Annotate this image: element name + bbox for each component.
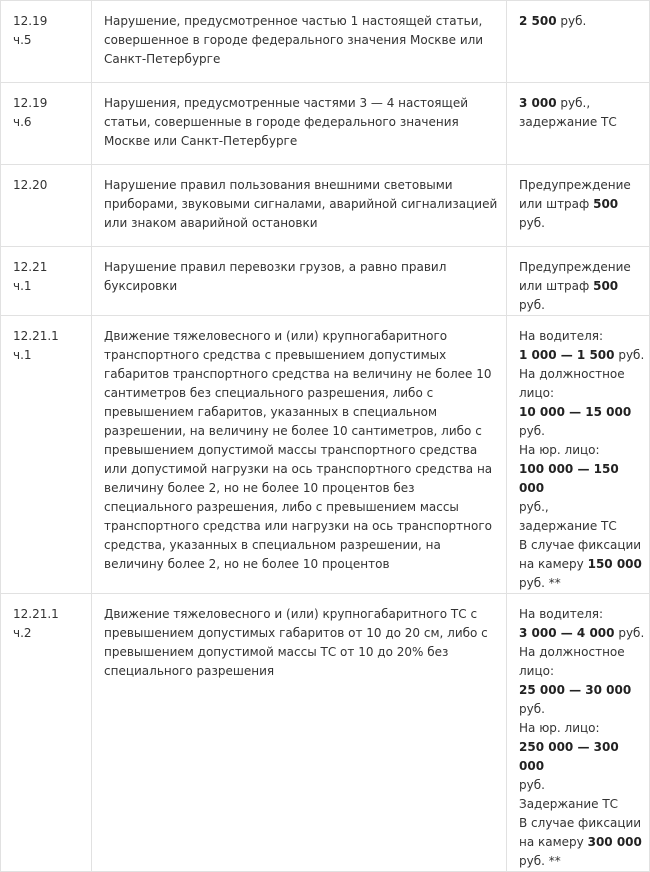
penalty-line xyxy=(519,700,647,719)
penalty-line xyxy=(519,346,647,365)
penalty-text: руб., xyxy=(556,96,591,110)
description-cell xyxy=(92,594,507,872)
penalty-line xyxy=(519,403,647,422)
penalty-text: На юр. лицо: xyxy=(519,443,600,457)
penalty-text: На водителя: xyxy=(519,607,604,621)
penalty-line xyxy=(519,662,647,681)
penalty-text: руб. xyxy=(614,626,645,640)
penalty-text: На должностное xyxy=(519,645,625,659)
penalty-amount: 500 xyxy=(593,197,619,211)
penalty-line xyxy=(519,536,647,555)
table-row xyxy=(1,83,650,165)
penalty-line xyxy=(519,852,647,871)
penalty-line xyxy=(519,327,647,346)
penalty-line xyxy=(519,624,647,643)
penalty-line xyxy=(519,384,647,403)
penalty-text: На юр. лицо: xyxy=(519,721,600,735)
article-cell xyxy=(1,316,92,594)
violation-description: Нарушение правил перевозки грузов, а равно правил буксировки xyxy=(104,260,447,293)
penalty-amount: 1 000 — 1 500 xyxy=(519,348,615,362)
penalty-text: руб. xyxy=(519,424,545,438)
penalty-text: руб. xyxy=(519,702,545,716)
penalty-line xyxy=(519,555,647,574)
penalty-text: руб. xyxy=(614,348,645,362)
penalty-amount: 250 000 — 300 000 xyxy=(519,740,619,773)
table-row xyxy=(1,247,650,316)
penalty-line xyxy=(519,365,647,384)
penalty-line xyxy=(519,94,647,113)
description-cell xyxy=(92,165,507,247)
article-cell xyxy=(1,594,92,872)
violation-description: Нарушение правил пользования внешними световыми приборами, звуковыми сигналами, аварийной сигнализацией или знаком аварийной остановки xyxy=(104,178,498,230)
penalty-line xyxy=(519,833,647,852)
description-cell xyxy=(92,83,507,165)
violation-description: Движение тяжеловесного и (или) крупногабаритного транспортного средства с превышением допустимых габаритов транспортного средства на величину не более 10 сантиметров без специального разрешения, либо с превышением габаритов, указанных в специальном разрешении, на величину не более 10 сантиметров, либо с превышением допустимой массы транспортного средства или допустимой нагрузки на ось транспортного средства на величину более 2, но не более 10 процентов без специального разрешения, либо с превышением массы транспортного средства или нагрузки на ось транспортного средства, указанных в специальном разрешении, на величину более 2, но не более 10 процентов xyxy=(104,329,493,571)
penalty-line xyxy=(519,113,647,132)
table-row xyxy=(1,1,650,83)
article-number: 12.19 xyxy=(13,96,48,110)
fines-table-body xyxy=(1,1,650,872)
penalty-line xyxy=(519,195,647,233)
article-number: 12.21 xyxy=(13,260,48,274)
article-cell xyxy=(1,83,92,165)
penalty-text: руб. ** xyxy=(519,854,561,868)
penalty-text: задержание ТС xyxy=(519,115,617,129)
article-cell xyxy=(1,247,92,316)
penalty-text: руб., xyxy=(519,500,549,514)
violation-description: Нарушение, предусмотренное частью 1 настоящей статьи, совершенное в городе федерального значения Москве или Санкт-Петербурге xyxy=(104,14,484,66)
penalty-amount: 3 000 xyxy=(519,96,557,110)
penalty-line xyxy=(519,776,647,795)
penalty-line xyxy=(519,643,647,662)
penalty-text: руб. xyxy=(556,14,587,28)
penalty-text: или штраф xyxy=(519,197,594,211)
article-number: 12.21.1 xyxy=(13,607,59,621)
description-cell xyxy=(92,316,507,594)
penalty-cell xyxy=(507,247,650,316)
penalty-line xyxy=(519,258,647,277)
penalty-line xyxy=(519,795,647,814)
penalty-text: или штраф xyxy=(519,279,594,293)
article-number: ч.1 xyxy=(13,348,32,362)
article-number: ч.2 xyxy=(13,626,32,640)
penalty-cell xyxy=(507,316,650,594)
penalty-text: В случае фиксации xyxy=(519,538,642,552)
penalty-line xyxy=(519,498,647,517)
penalty-text: На должностное xyxy=(519,367,625,381)
article-number: 12.19 xyxy=(13,14,48,28)
penalty-cell xyxy=(507,165,650,247)
article-number: ч.6 xyxy=(13,115,32,129)
penalty-line xyxy=(519,605,647,624)
penalty-text: На водителя: xyxy=(519,329,604,343)
violation-description: Нарушения, предусмотренные частями 3 — 4 настоящей статьи, совершенные в городе федерального значения Москве или Санкт-Петербурге xyxy=(104,96,469,148)
penalty-line xyxy=(519,719,647,738)
penalty-line xyxy=(519,422,647,441)
penalty-amount: 25 000 — 30 000 xyxy=(519,683,632,697)
penalty-text: руб. xyxy=(519,298,545,312)
penalty-text: задержание ТС xyxy=(519,519,617,533)
penalty-cell xyxy=(507,1,650,83)
penalty-amount: 10 000 — 15 000 xyxy=(519,405,632,419)
penalty-text: Предупреждение xyxy=(519,178,631,192)
article-cell xyxy=(1,1,92,83)
article-number: ч.5 xyxy=(13,33,32,47)
violation-description: Движение тяжеловесного и (или) крупногабаритного ТС с превышением допустимых габаритов от 10 до 20 см, либо с превышением допустимой массы ТС от 10 до 20% без специального разрешения xyxy=(104,607,488,678)
penalty-line xyxy=(519,814,647,833)
penalty-cell xyxy=(507,594,650,872)
penalty-line xyxy=(519,681,647,700)
penalty-line xyxy=(519,277,647,315)
penalty-text: Задержание ТС xyxy=(519,797,619,811)
penalty-line xyxy=(519,460,647,498)
description-cell xyxy=(92,247,507,316)
penalty-amount: 3 000 — 4 000 xyxy=(519,626,615,640)
penalty-text: лицо: xyxy=(519,664,555,678)
penalty-line xyxy=(519,517,647,536)
article-number: ч.1 xyxy=(13,279,32,293)
penalty-line xyxy=(519,12,647,31)
penalty-cell xyxy=(507,83,650,165)
table-row xyxy=(1,594,650,872)
penalty-amount: 150 000 xyxy=(587,557,642,571)
article-cell xyxy=(1,165,92,247)
penalty-text: руб. ** xyxy=(519,576,561,590)
penalty-text: на камеру xyxy=(519,557,588,571)
penalty-amount: 2 500 xyxy=(519,14,557,28)
penalty-amount: 100 000 — 150 000 xyxy=(519,462,619,495)
penalty-text: Предупреждение xyxy=(519,260,631,274)
penalty-text: на камеру xyxy=(519,835,588,849)
penalty-line xyxy=(519,574,647,593)
penalty-amount: 500 xyxy=(593,279,619,293)
penalty-text: В случае фиксации xyxy=(519,816,642,830)
penalty-line xyxy=(519,441,647,460)
description-cell xyxy=(92,1,507,83)
penalty-amount: 300 000 xyxy=(587,835,642,849)
article-number: 12.21.1 xyxy=(13,329,59,343)
table-row xyxy=(1,165,650,247)
penalty-text: руб. xyxy=(519,778,545,792)
penalty-line xyxy=(519,738,647,776)
penalty-text: руб. xyxy=(519,216,545,230)
article-number: 12.20 xyxy=(13,178,48,192)
penalty-line xyxy=(519,176,647,195)
penalty-text: лицо: xyxy=(519,386,555,400)
table-row xyxy=(1,316,650,594)
